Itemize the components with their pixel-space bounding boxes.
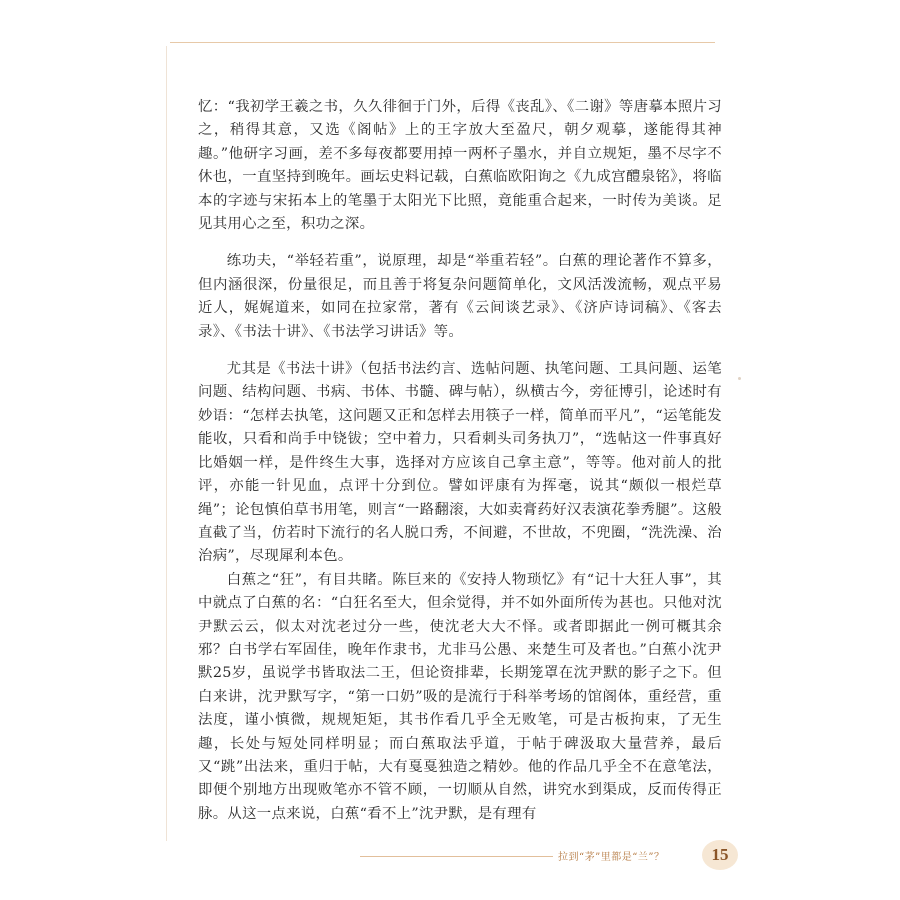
left-margin-rule — [166, 46, 167, 841]
paragraph-3: 尤其是《书法十讲》（包括书法约言、选帖问题、执笔问题、工具问题、运笔问题、结构问题、书病、书体、书髓、碑与帖），纵横古今，旁征博引，论述时有妙语：“怎样去执笔，这问题又正和怎样去用筷子一样，简单而平凡”，“运笔能发能收，只看和尚手中铙钹；空中着力，只看刺头司务执刀”，“选帖这一件事真好比婚姻一样，是件终生大事，选择对方应该自己拿主意”，等等。他对前人的批评，亦能一针见血，点评十分到位。譬如评康有为挥毫，说其“颇似一根烂草绳”；论包慎伯草书用笔，则言“一路翻滚，大如卖膏药好汉表演花拳秀腿”。这般直截了当，仿若时下流行的名人脱口秀，不间避，不世故，不兜圈，“洗洗澡、治治病”，尽现犀利本色。 — [198, 361, 722, 565]
paragraph-4: 白蕉之“狂”，有目共睹。陈巨来的《安持人物琐忆》有“记十大狂人事”，其中就点了白蕉的名：“白狂名至大，但余觉得，并不如外面所传为甚也。只他对沈尹默云云，似太对沈老过分一些，使沈老大大不怿。或者即据此一例可概其余邪？白书学右军固佳，晚年作隶书，尤非马公愚、来楚生可及者也。”白蕉小沈尹默25岁，虽说学书皆取法二王，但论资排辈，长期笼罩在沈尹默的影子之下。但白来讲，沈尹默写字，“第一口奶”吸的是流行于科举考场的馆阁体，重经营，重法度，谨小慎微，规规矩矩，其书作看几乎全无败笔，可是古板拘束，了无生趣，长处与短处同样明显；而白蕉取法乎道，于帖于碑汲取大量营养，最后又“跳”出法来，重归于帖，大有戛戛独造之精妙。他的作品几乎全不在意笔法，即便个别地方出现败笔亦不管不顾，一切顺从自然，讲究水到渠成，反而传得正脉。从这一点来说，白蕉“看不上”沈尹默，是有理有 — [198, 571, 722, 822]
running-title: 拉到“茅”里都是“兰”？ — [558, 852, 665, 863]
page-number: 15 — [711, 845, 729, 864]
paragraph-2: 练功夫，“举轻若重”，说原理，却是“举重若轻”。白蕉的理论著作不算多，但内涵很深，份量很足，而且善于将复杂问题简单化，文风活泼流畅，观点平易近人，娓娓道来，如同在拉家常，著有《云间谈艺录》、《济庐诗词稿》、《客去录》、《书法十讲》、《书法学习讲话》等。 — [198, 253, 722, 340]
footer-rule — [360, 856, 553, 857]
page-number-badge — [702, 840, 738, 870]
body-text — [198, 96, 722, 826]
top-rule — [170, 42, 715, 43]
margin-mark — [738, 377, 741, 380]
paragraph-1: 忆：“我初学王羲之书，久久徘徊于门外，后得《丧乱》、《二谢》等唐摹本照片习之，稍得其意，又选《阁帖》上的王字放大至盈尺，朝夕观摹，遂能得其神趣。”他研字习画，差不多每夜都要用掉一两杯子墨水，并自立规矩，墨不尽字不休也，一直坚持到晚年。画坛史料记载，白蕉临欧阳询之《九成宫醴泉铭》，将临本的字迹与宋拓本上的笔墨于太阳光下比照，竟能重合起来，一时传为美谈。足见其用心之至，积功之深。 — [198, 99, 722, 233]
